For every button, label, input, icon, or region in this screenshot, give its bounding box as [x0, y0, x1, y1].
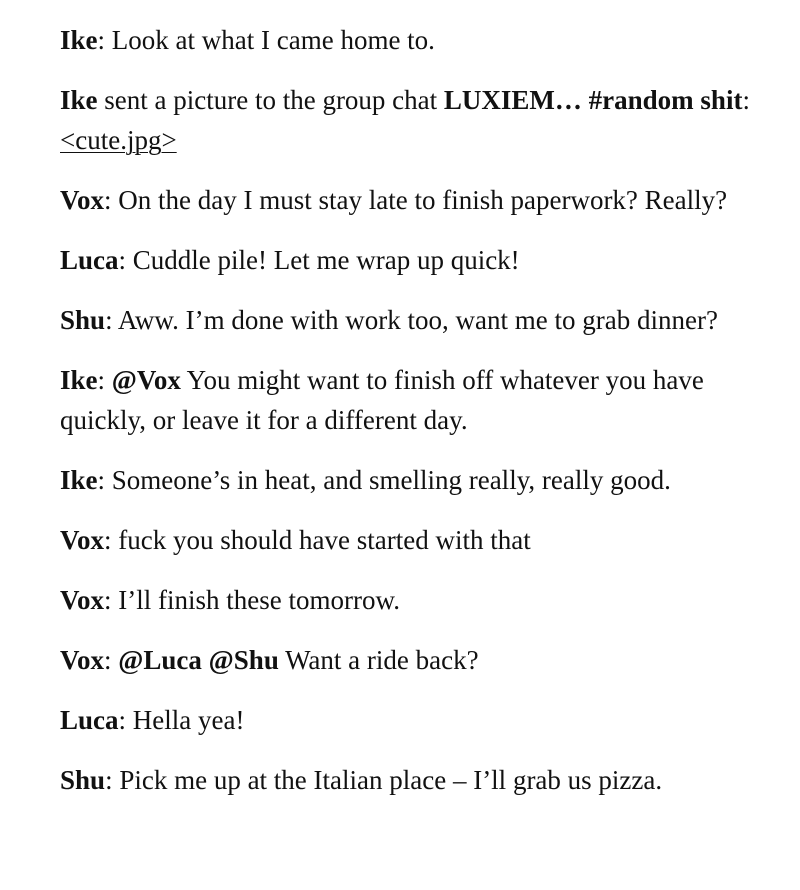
speaker-name: Vox [60, 185, 105, 215]
mention: @Luca [118, 645, 202, 675]
message [60, 460, 750, 500]
separator: : [104, 185, 119, 215]
message-text: Look at what I came home to. [111, 25, 435, 55]
separator: : [118, 705, 133, 735]
separator: : [104, 525, 119, 555]
message [60, 760, 750, 800]
separator: : [97, 25, 112, 55]
message-text: Hella yea! [132, 705, 245, 735]
message [60, 300, 750, 340]
mention: @Shu [208, 645, 279, 675]
speaker-name: Ike [60, 365, 98, 395]
separator: : [97, 465, 112, 495]
message [60, 180, 750, 220]
group-chat-name: LUXIEM… #random shit [443, 85, 743, 115]
speaker-name: Ike [60, 85, 98, 115]
separator: : [742, 85, 750, 115]
message [60, 20, 750, 60]
separator: : [104, 585, 119, 615]
message-text: Someone’s in heat, and smelling really, really good. [111, 465, 671, 495]
message-text: Pick me up at the Italian place – I’ll grab us pizza. [119, 765, 663, 795]
speaker-name: Luca [60, 245, 119, 275]
separator: : [105, 765, 120, 795]
message-text: Aww. I’m done with work too, want me to grab dinner? [117, 305, 718, 335]
speaker-name: Ike [60, 25, 98, 55]
message-text: Want a ride back? [278, 645, 479, 675]
message [60, 80, 750, 160]
speaker-name: Shu [60, 305, 106, 335]
message-text: Cuddle pile! Let me wrap up quick! [132, 245, 520, 275]
separator [202, 645, 209, 675]
speaker-name: Ike [60, 465, 98, 495]
separator: : [104, 645, 119, 675]
attachment-link[interactable]: <cute.jpg> [60, 125, 177, 155]
message-text: You might want to finish off whatever you have quickly, or leave it for a different day. [60, 365, 704, 435]
separator: : [105, 305, 118, 335]
speaker-name: Vox [60, 585, 105, 615]
message [60, 580, 750, 620]
speaker-name: Luca [60, 705, 119, 735]
speaker-name: Shu [60, 765, 106, 795]
message [60, 520, 750, 560]
message-text: fuck you should have started with that [118, 525, 531, 555]
message [60, 360, 750, 440]
message-text: sent a picture to the group chat [97, 85, 444, 115]
message [60, 240, 750, 280]
speaker-name: Vox [60, 645, 105, 675]
message [60, 640, 750, 680]
message [60, 700, 750, 740]
separator: : [118, 245, 133, 275]
separator: : [97, 365, 112, 395]
message-text: I’ll finish these tomorrow. [118, 585, 400, 615]
message-text: On the day I must stay late to finish paperwork? Really? [118, 185, 728, 215]
chat-transcript [60, 20, 750, 820]
speaker-name: Vox [60, 525, 105, 555]
mention: @Vox [111, 365, 181, 395]
